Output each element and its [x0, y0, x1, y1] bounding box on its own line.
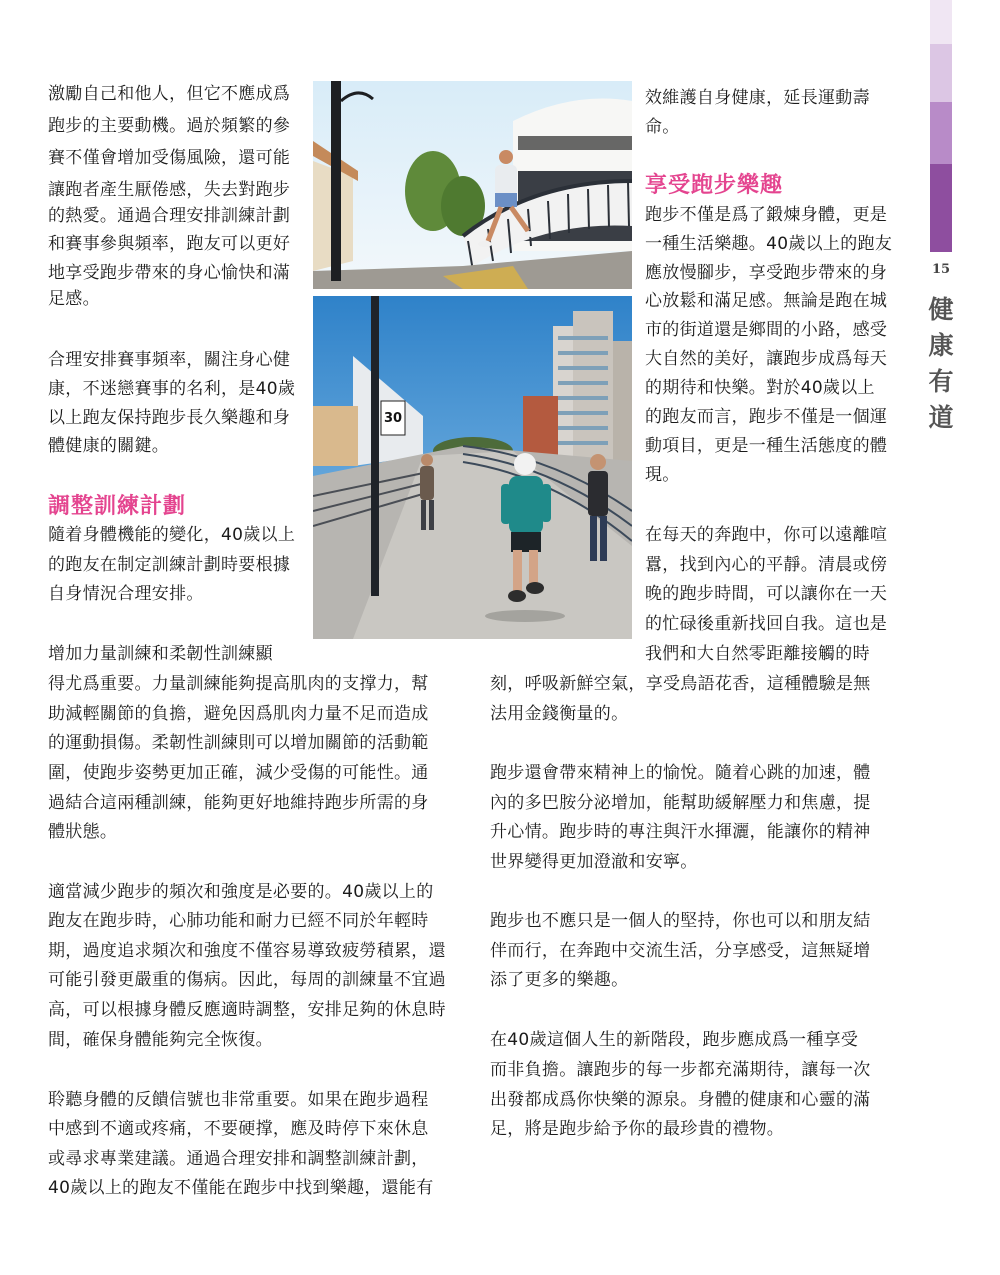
- page-number: 15: [931, 262, 951, 277]
- runner-on-bridge-photo: [313, 296, 632, 639]
- text-line: 晚的跑步時間，可以讓你在一天: [645, 584, 888, 604]
- text-line: 40歲以上的跑友不僅能在跑步中找到樂趣，還能有: [48, 1178, 434, 1198]
- text-line: 讓跑者產生厭倦感，失去對跑步: [48, 180, 291, 200]
- text-line: 的期待和快樂。對於40歲以上: [645, 378, 875, 398]
- text-line: 跑步還會帶來精神上的愉悅。隨着心跳的加速，體: [490, 763, 871, 783]
- text-line: 市的街道還是鄉間的小路，感受: [645, 320, 888, 340]
- text-line: 助減輕關節的負擔，避免因爲肌肉力量不足而造成: [48, 704, 429, 724]
- text-line: 康，不迷戀賽事的名利，是40歲: [48, 379, 296, 399]
- text-line: 高，可以根據身體反應適時調整，安排足夠的休息時: [48, 1000, 446, 1020]
- text-line: 的忙碌後重新找回自我。這也是: [645, 614, 888, 634]
- runner-by-railing-illustration: [313, 81, 632, 289]
- text-line: 體健康的關鍵。: [48, 436, 170, 456]
- sidebar-segment-1: [930, 0, 952, 44]
- text-line: 心放鬆和滿足感。無論是跑在城: [645, 291, 888, 311]
- section-title-vertical: [928, 292, 954, 436]
- text-line: 跑步也不應只是一個人的堅持，你也可以和朋友結: [490, 911, 871, 931]
- text-line: 跑步的主要動機。過於頻繁的參: [48, 116, 291, 136]
- text-line: 地享受跑步帶來的身心愉快和滿: [48, 263, 291, 283]
- text-line: 以上跑友保持跑步長久樂趣和身: [48, 408, 291, 428]
- text-line: 和賽事參與頻率，跑友可以更好: [48, 234, 291, 254]
- section-heading-adjust-training: 調整訓練計劃: [48, 494, 187, 519]
- text-line: 的跑友而言，跑步不僅是一個運: [645, 407, 888, 427]
- sidebar-segment-4: [930, 164, 952, 252]
- text-line: 聆聽身體的反饋信號也非常重要。如果在跑步過程: [48, 1090, 429, 1110]
- text-line: 隨着身體機能的變化，40歲以上: [48, 525, 296, 545]
- text-line: 應放慢腳步，享受跑步帶來的身: [645, 263, 888, 283]
- text-line: 過結合這兩種訓練，能夠更好地維持跑步所需的身: [48, 793, 429, 813]
- section-title-char: 康: [928, 331, 954, 360]
- text-line: 命。: [645, 117, 680, 137]
- text-line: 效維護自身健康，延長運動壽: [645, 88, 870, 108]
- text-line: 刻，呼吸新鮮空氣，享受鳥語花香，這種體驗是無: [490, 674, 871, 694]
- text-line: 伴而行，在奔跑中交流生活，分享感受，這無疑增: [490, 941, 871, 961]
- text-line: 的運動損傷。柔韌性訓練則可以增加關節的活動範: [48, 733, 429, 753]
- text-line: 我們和大自然零距離接觸的時: [645, 644, 870, 664]
- text-line: 出發都成爲你快樂的源泉。身體的健康和心靈的滿: [490, 1090, 871, 1110]
- text-line: 自身情況合理安排。: [48, 584, 204, 604]
- text-line: 動項目，更是一種生活態度的體: [645, 436, 888, 456]
- sidebar-segment-3: [930, 102, 952, 164]
- text-line: 跑友在跑步時，心肺功能和耐力已經不同於年輕時: [48, 911, 429, 931]
- text-line: 期，過度追求頻次和強度不僅容易導致疲勞積累，還: [48, 941, 446, 961]
- text-line: 的熱愛。通過合理安排訓練計劃: [48, 206, 291, 226]
- text-line: 在每天的奔跑中，你可以遠離喧: [645, 525, 888, 545]
- text-line: 升心情。跑步時的專注與汗水揮灑，能讓你的精神: [490, 822, 871, 842]
- text-line: 在40歲這個人生的新階段，跑步應成爲一種享受: [490, 1030, 859, 1050]
- text-line: 而非負擔。讓跑步的每一步都充滿期待，讓每一次: [490, 1060, 871, 1080]
- runner-by-railing-photo: [313, 81, 632, 289]
- text-line: 可能引發更嚴重的傷病。因此，每周的訓練量不宜過: [48, 970, 446, 990]
- section-title-char: 健: [928, 295, 954, 324]
- text-line: 中感到不適或疼痛，不要硬撑，應及時停下來休息: [48, 1119, 429, 1139]
- runner-on-bridge-illustration: [313, 296, 632, 639]
- text-line: 圍，使跑步姿勢更加正確，減少受傷的可能性。通: [48, 763, 429, 783]
- text-line: 大自然的美好，讓跑步成爲每天: [645, 349, 888, 369]
- text-line: 現。: [645, 465, 680, 485]
- text-line: 法用金錢衡量的。: [490, 704, 629, 724]
- sidebar-segment-2: [930, 44, 952, 102]
- section-title-char: 有: [928, 367, 954, 396]
- section-title-char: 道: [928, 403, 954, 432]
- text-line: 添了更多的樂趣。: [490, 970, 629, 990]
- text-line: 體狀態。: [48, 822, 118, 842]
- section-heading-enjoy-running: 享受跑步樂趣: [645, 173, 784, 198]
- text-line: 或尋求專業建議。通過合理安排和調整訓練計劃，: [48, 1149, 429, 1169]
- text-line: 跑步不僅是爲了鍛煉身體，更是: [645, 205, 888, 225]
- text-line: 間，確保身體能夠完全恢復。: [48, 1030, 273, 1050]
- text-line: 足，將是跑步給予你的最珍貴的禮物。: [490, 1119, 785, 1139]
- text-line: 內的多巴胺分泌增加，能幫助緩解壓力和焦慮，提: [490, 793, 871, 813]
- speed-limit-sign-text: 30: [383, 411, 403, 426]
- text-line: 激勵自己和他人，但它不應成爲: [48, 84, 291, 104]
- text-line: 足感。: [48, 289, 100, 309]
- text-line: 囂，找到內心的平靜。清晨或傍: [645, 555, 888, 575]
- text-line: 得尤爲重要。力量訓練能夠提高肌肉的支撑力，幫: [48, 674, 429, 694]
- text-line: 賽不僅會增加受傷風險，還可能: [48, 148, 291, 168]
- text-line: 世界變得更加澄澈和安寧。: [490, 852, 698, 872]
- text-line: 的跑友在制定訓練計劃時要根據: [48, 555, 291, 575]
- text-line: 適當減少跑步的頻次和強度是必要的。40歲以上的: [48, 882, 434, 902]
- text-line: 增加力量訓練和柔韌性訓練顯: [48, 644, 273, 664]
- text-line: 一種生活樂趣。40歲以上的跑友: [645, 234, 893, 254]
- text-line: 合理安排賽事頻率，關注身心健: [48, 350, 291, 370]
